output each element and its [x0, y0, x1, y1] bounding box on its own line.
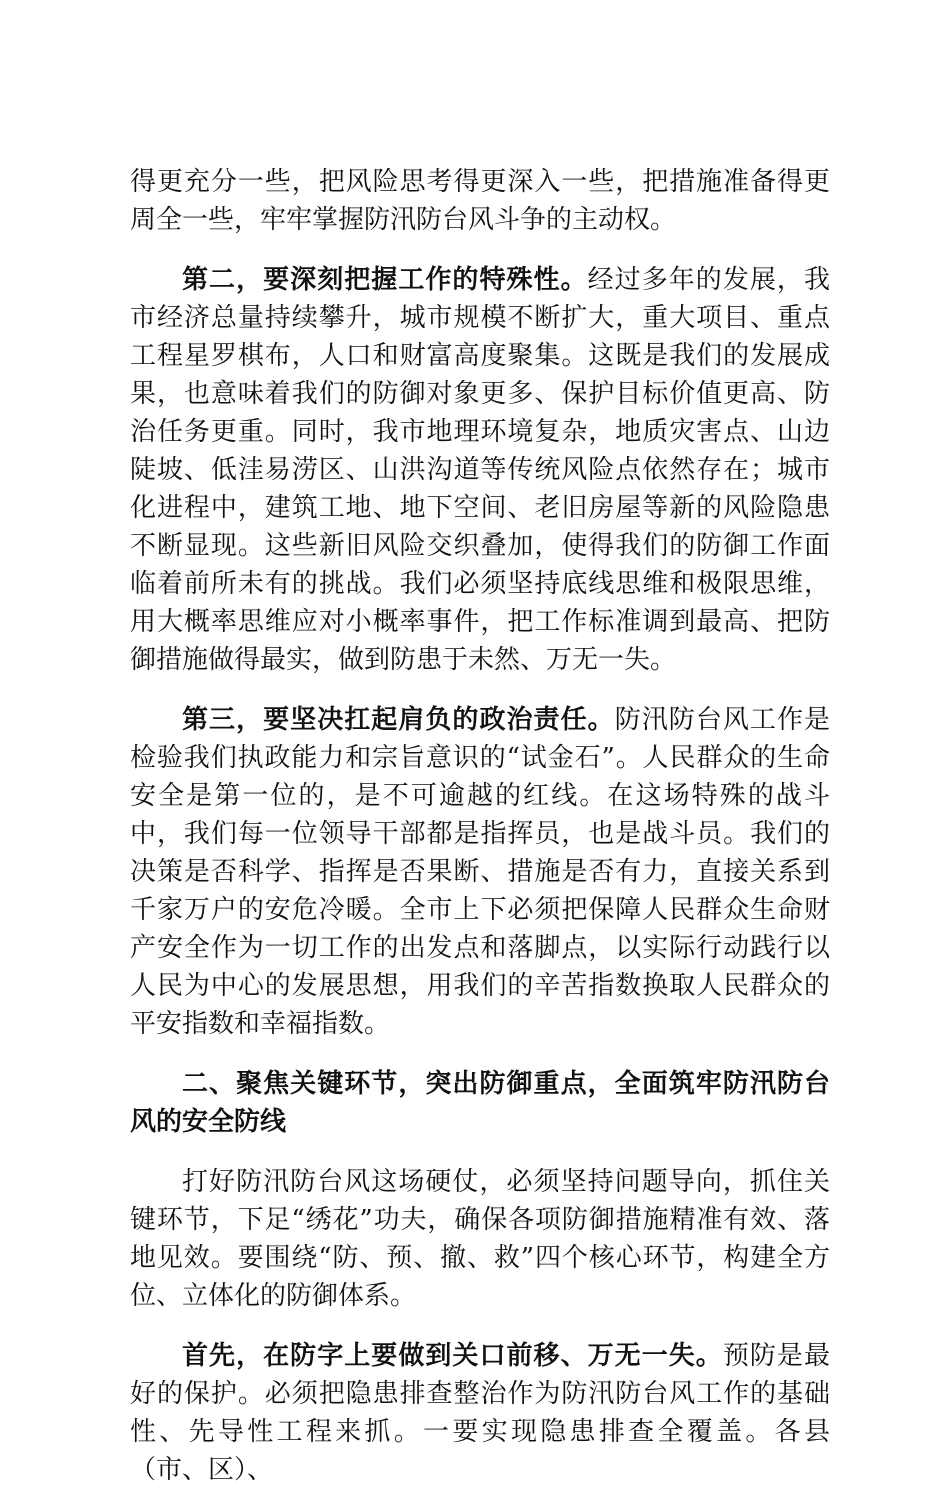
paragraph-text: 防汛防台风工作是检验我们执政能力和宗旨意识的“试金石”。人民群众的生命安全是第一位的，是不可逾越的红线。在这场特殊的战斗中，我们每一位领导干部都是指挥员，也是战斗员。我们的决策是否科学、指挥是否果断、措施是否有力，直接关系到千家万户的安危冷暖。全市上下必须把保障人民群众生命财产安全作为一切工作的出发点和落脚点，以实际行动践行以人民为中心的发展思想，用我们的辛苦指数换取人民群众的平安指数和幸福指数。: [130, 705, 830, 1039]
paragraph-lead: 第二，要深刻把握工作的特殊性。: [182, 265, 588, 295]
paragraph-text: 打好防汛防台风这场硬仗，必须坚持问题导向，抓住关键环节，下足“绣花”功夫，确保各项防御措施精准有效、落地见效。要围绕“防、预、撤、救”四个核心环节，构建全方位、立体化的防御体系。: [130, 1167, 830, 1311]
paragraph-lead: 第三，要坚决扛起肩负的政治责任。: [182, 705, 615, 735]
paragraph-text: 预防是最好的保护。必须把隐患排查整治作为防汛防台风工作的基础性、先导性工程来抓。一要实现隐患排查全覆盖。各县（市、区）、: [130, 1341, 830, 1485]
paragraph-third-point: [130, 701, 830, 1043]
paragraph-continuation: [130, 163, 830, 239]
document-page: [130, 163, 830, 1511]
paragraph-text: 经过多年的发展，我市经济总量持续攀升，城市规模不断扩大，重大项目、重点工程星罗棋布，人口和财富高度聚集。这既是我们的发展成果，也意味着我们的防御对象更多、保护目标价值更高、防治任务更重。同时，我市地理环境复杂，地质灾害点、山边陡坡、低洼易涝区、山洪沟道等传统风险点依然存在；城市化进程中，建筑工地、地下空间、老旧房屋等新的风险隐患不断显现。这些新旧风险交织叠加，使得我们的防御工作面临着前所未有的挑战。我们必须坚持底线思维和极限思维，用大概率思维应对小概率事件，把工作标准调到最高、把防御措施做得最实，做到防患于未然、万无一失。: [130, 265, 830, 675]
paragraph-lead: 首先，在防字上要做到关口前移、万无一失。: [182, 1341, 723, 1371]
paragraph-prevention: [130, 1337, 830, 1489]
section-heading: 二、聚焦关键环节，突出防御重点，全面筑牢防汛防台风的安全防线: [130, 1069, 830, 1137]
paragraph-section-intro: [130, 1163, 830, 1315]
paragraph-text: 得更充分一些，把风险思考得更深入一些，把措施准备得更周全一些，牢牢掌握防汛防台风斗争的主动权。: [130, 167, 830, 235]
paragraph-second-point: [130, 261, 830, 679]
